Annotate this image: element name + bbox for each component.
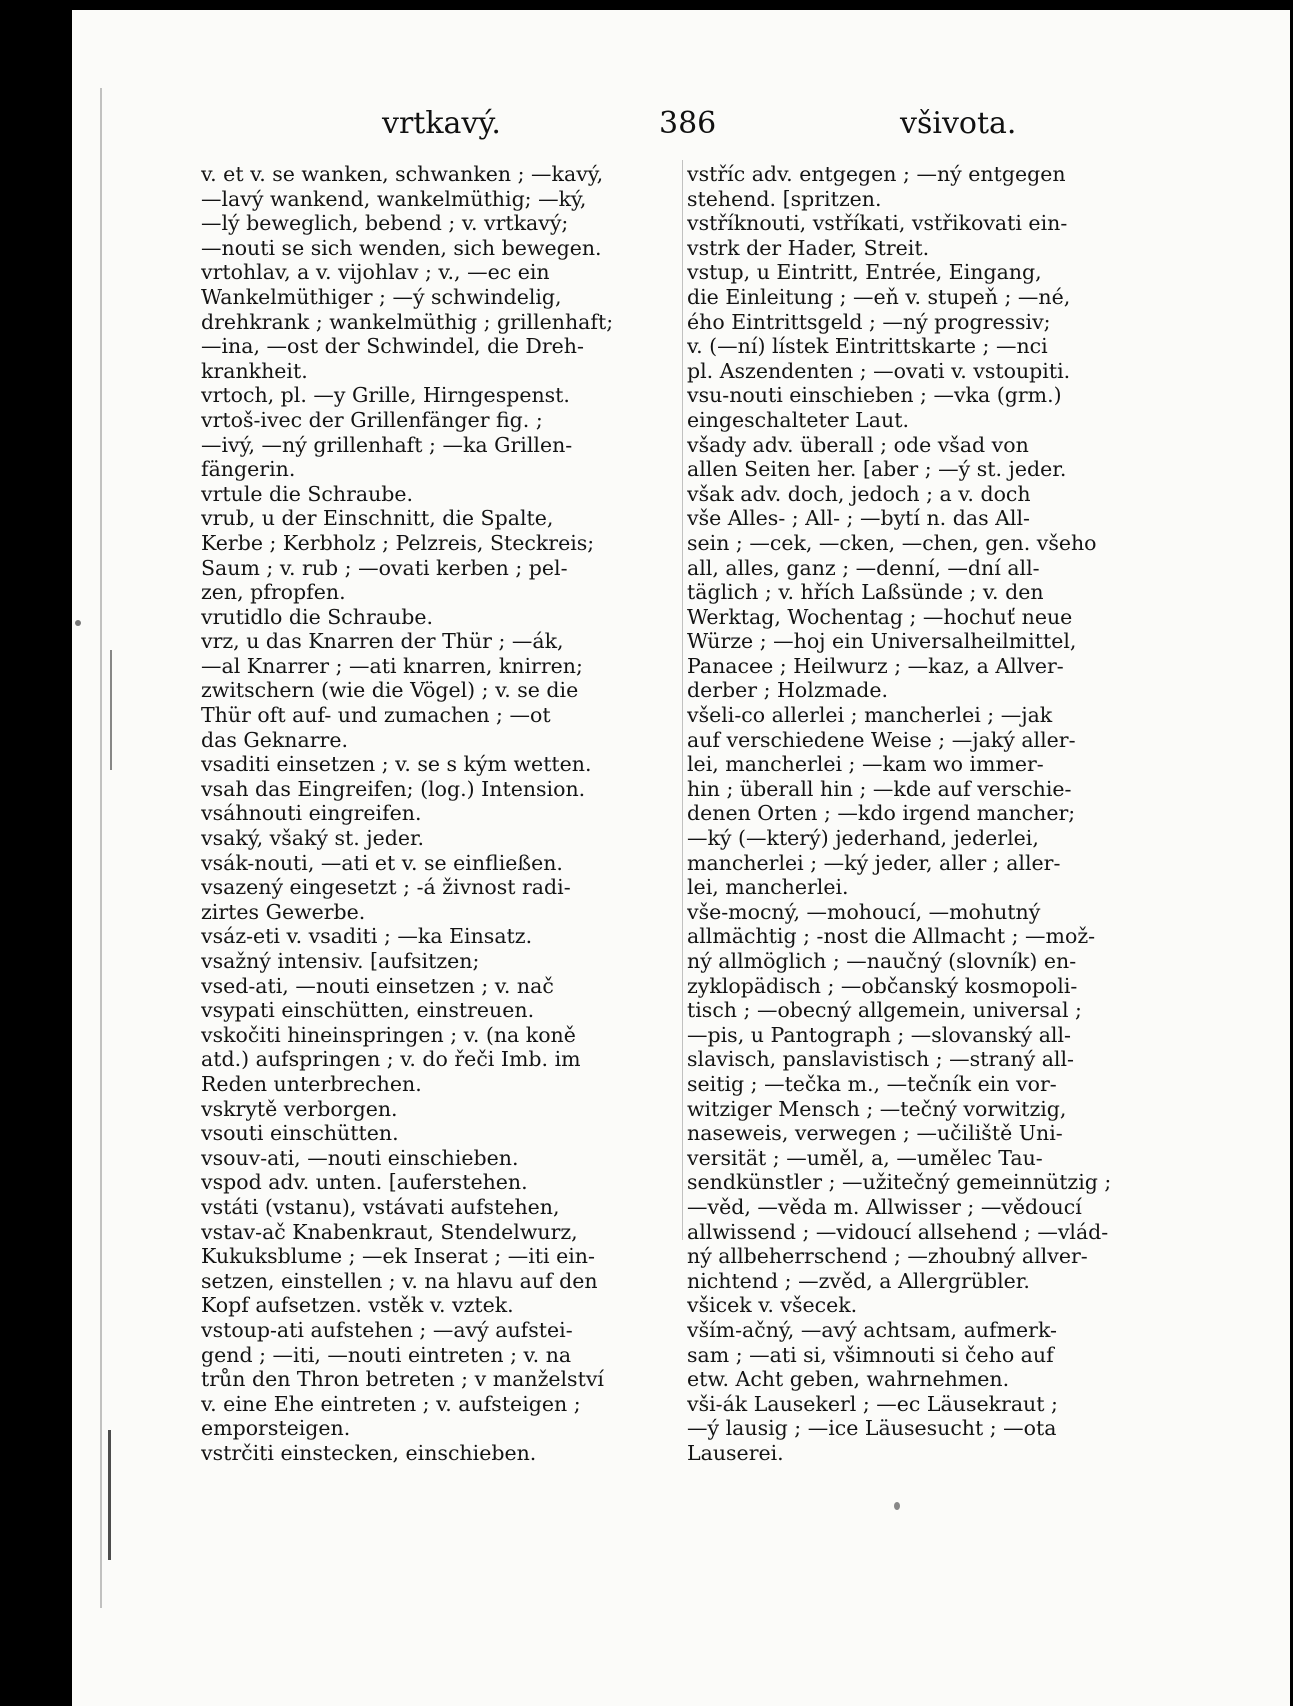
entry-line: vrub, u der Einschnitt, die Spalte,	[201, 506, 554, 531]
entry-line: witziger Mensch ; —tečný vorwitzig,	[687, 1096, 1067, 1121]
entry-line: vše Alles- ; All- ; —bytí n. das All-	[687, 506, 1030, 531]
entry-line: auf verschiedene Weise ; —jaký aller-	[687, 727, 1076, 752]
page-gutter-shadow	[100, 88, 102, 1608]
entry-line: versität ; —uměl, a, —umělec Tau-	[687, 1145, 1043, 1170]
entry-line: vstup, u Eintritt, Entrée, Eingang,	[687, 260, 1042, 285]
entry-line: gend ; —iti, —nouti eintreten ; v. na	[201, 1342, 572, 1367]
entry-line: trůn den Thron betreten ; v manželství	[201, 1367, 604, 1392]
entry-line: Kukuksblume ; —ek Inserat ; —iti ein-	[201, 1244, 595, 1269]
entry-line: —ý lausig ; —ice Läusesucht ; —ota	[687, 1416, 1057, 1441]
entry-line: Saum ; v. rub ; —ovati kerben ; pel-	[201, 555, 568, 580]
entry-line: —nouti se sich wenden, sich bewegen.	[201, 235, 602, 260]
entry-line: všady adv. überall ; ode všad von	[687, 432, 1029, 457]
entry-line: Kerbe ; Kerbholz ; Pelzreis, Steckreis;	[201, 530, 595, 555]
column-divider	[682, 160, 683, 1240]
entry-line: sam ; —ati si, všimnouti si čeho auf	[687, 1342, 1054, 1367]
page-number: 386	[659, 106, 717, 141]
entry-line: fängerin.	[201, 457, 296, 482]
entry-line: zen, pfropfen.	[201, 580, 346, 605]
entry-line: všeli-co allerlei ; mancherlei ; —jak	[687, 703, 1053, 728]
entry-line: die Einleitung ; —eň v. stupeň ; —né,	[687, 284, 1071, 309]
entry-line: vstrk der Hader, Streit.	[687, 235, 930, 260]
entry-line: nichtend ; —zvěd, a Allergrübler.	[687, 1268, 1030, 1293]
entry-line: das Geknarre.	[201, 727, 348, 752]
entry-line: Thür oft auf- und zumachen ; —ot	[201, 703, 551, 728]
entry-line: vrtoš-ivec der Grillenfänger fig. ;	[201, 407, 543, 432]
entry-line: vsaký, všaký st. jeder.	[201, 826, 425, 851]
entry-line: všicek v. všecek.	[687, 1293, 858, 1318]
entry-line: vsu-nouti einschieben ; —vka (grm.)	[687, 383, 1062, 408]
entry-line: emporsteigen.	[201, 1416, 351, 1441]
entry-line: setzen, einstellen ; v. na hlavu auf den	[201, 1268, 598, 1293]
entry-line: vsaditi einsetzen ; v. se s kým wetten.	[201, 752, 592, 777]
entry-line: vším-ačný, —avý achtsam, aufmerk-	[687, 1317, 1057, 1342]
entry-line: denen Orten ; —kdo irgend mancher;	[687, 801, 1076, 826]
entry-line: vsák-nouti, —ati et v. se einfließen.	[201, 850, 563, 875]
running-header	[72, 106, 1290, 156]
entry-line: vrtohlav, a v. vijohlav ; v., —ec ein	[201, 260, 550, 285]
entry-line: sein ; —cek, —cken, —chen, gen. všeho	[687, 530, 1097, 555]
header-left-guideword: vrtkavý.	[382, 106, 501, 141]
entry-line: vsouti einschütten.	[201, 1121, 399, 1146]
entry-line: však adv. doch, jedoch ; a v. doch	[687, 481, 1031, 506]
entry-line: vstříknouti, vstříkati, vstřikovati ein-	[687, 211, 1068, 236]
entry-line: etw. Acht geben, wahrnehmen.	[687, 1367, 1010, 1392]
page-speck	[894, 1502, 900, 1510]
entry-line: allwissend ; —vidoucí allsehend ; —vlád-	[687, 1219, 1109, 1244]
margin-speck	[75, 620, 81, 626]
entry-line: vsah das Eingreifen; (log.) Intension.	[201, 776, 586, 801]
entry-line: Kopf aufsetzen. vstěk v. vztek.	[201, 1293, 514, 1318]
header-right-guideword: všivota.	[900, 106, 1017, 141]
entry-line: vstříc adv. entgegen ; —ný entgegen	[687, 162, 1066, 186]
entry-line: tisch ; —obecný allgemein, universal ;	[687, 998, 1082, 1023]
entry-line: v. et v. se wanken, schwanken ; —kavý,	[201, 162, 604, 186]
entry-line: vsed-ati, —nouti einsetzen ; v. nač	[201, 973, 554, 998]
entry-line: vskrytě verborgen.	[201, 1096, 398, 1121]
entry-line: —lavý wankend, wankelmüthig; —ký,	[201, 186, 587, 211]
entry-line: v. eine Ehe eintreten ; v. aufsteigen ;	[201, 1391, 581, 1416]
entry-line: —ký (—který) jederhand, jederlei,	[687, 826, 1039, 851]
entry-line: hin ; überall hin ; —kde auf verschie-	[687, 776, 1072, 801]
entry-line: Würze ; —hoj ein Universalheilmittel,	[687, 629, 1077, 654]
entry-line: vrtule die Schraube.	[201, 481, 414, 506]
entry-line: vsypati einschütten, einstreuen.	[201, 998, 535, 1023]
entry-line: slavisch, panslavistisch ; —straný all-	[687, 1047, 1074, 1072]
entry-line: —věd, —věda m. Allwisser ; —vědoucí	[687, 1194, 1082, 1219]
entry-line: vskočiti hineinspringen ; v. (na koně	[201, 1022, 576, 1047]
entry-line: lei, mancherlei ; —kam wo immer-	[687, 752, 1044, 777]
entry-line: allen Seiten her. [aber ; —ý st. jeder.	[687, 457, 1067, 482]
entry-line: vrz, u das Knarren der Thür ; —ák,	[201, 629, 564, 654]
entry-line: pl. Aszendenten ; —ovati v. vstoupiti.	[687, 358, 1071, 383]
entry-line: mancherlei ; —ký jeder, aller ; aller-	[687, 850, 1061, 875]
entry-line: vši-ák Lausekerl ; —ec Läusekraut ;	[687, 1391, 1058, 1416]
entry-line: drehkrank ; wankelmüthig ; grillenhaft;	[201, 309, 614, 334]
dictionary-page	[72, 10, 1290, 1706]
entry-line: lei, mancherlei.	[687, 875, 849, 900]
entry-line: täglich ; v. hřích Laßsünde ; v. den	[687, 580, 1044, 605]
entry-line: vstáti (vstanu), vstávati aufstehen,	[201, 1194, 560, 1219]
entry-line: Lauserei.	[687, 1440, 784, 1465]
entry-line: all, alles, ganz ; —denní, —dní all-	[687, 555, 1040, 580]
entry-line: zirtes Gewerbe.	[201, 899, 366, 924]
entry-line: Panacee ; Heilwurz ; —kaz, a Allver-	[687, 653, 1064, 678]
entry-line: Werktag, Wochentag ; —hochuť neue	[687, 604, 1073, 629]
entry-line: vsouv-ati, —nouti einschieben.	[201, 1145, 519, 1170]
page-gutter-mark	[108, 1430, 111, 1560]
entry-line: eingeschalteter Laut.	[687, 407, 909, 432]
entry-line: atd.) aufspringen ; v. do řeči Imb. im	[201, 1047, 581, 1072]
entry-line: Reden unterbrechen.	[201, 1071, 422, 1096]
entry-line: vsazený eingesetzt ; -á živnost radi-	[201, 875, 571, 900]
entry-line: vstoup-ati aufstehen ; —avý aufstei-	[201, 1317, 573, 1342]
entry-line: sendkünstler ; —užitečný gemeinnützig ;	[687, 1170, 1112, 1195]
entry-line: derber ; Holzmade.	[687, 678, 889, 703]
entry-line: seitig ; —tečka m., —tečník ein vor-	[687, 1071, 1057, 1096]
entry-line: ého Eintrittsgeld ; —ný progressiv;	[687, 309, 1051, 334]
entry-line: v. (—ní) lístek Eintrittskarte ; —nci	[687, 334, 1048, 359]
entry-line: vrtoch, pl. —y Grille, Hirngespenst.	[201, 383, 570, 408]
entry-line: Wankelmüthiger ; —ý schwindelig,	[201, 284, 562, 309]
entry-line: vstrčiti einstecken, einschieben.	[201, 1440, 537, 1465]
entry-line: —pis, u Pantograph ; —slovanský all-	[687, 1022, 1071, 1047]
entry-line: zyklopädisch ; —občanský kosmopoli-	[687, 973, 1078, 998]
entry-line: vstav-ač Knabenkraut, Stendelwurz,	[201, 1219, 578, 1244]
entry-line: zwitschern (wie die Vögel) ; v. se die	[201, 678, 579, 703]
entry-line: allmächtig ; -nost die Allmacht ; —mož-	[687, 924, 1096, 949]
entry-line: —ivý, —ný grillenhaft ; —ka Grillen-	[201, 432, 573, 457]
entry-line: vspod adv. unten. [auferstehen.	[201, 1170, 528, 1195]
right-column	[687, 162, 1134, 1465]
left-column	[201, 162, 648, 1465]
entry-line: —al Knarrer ; —ati knarren, knirren;	[201, 653, 583, 678]
entry-line: vsažný intensiv. [aufsitzen;	[201, 949, 480, 973]
entry-line: ný allbeherrschend ; —zhoubný allver-	[687, 1244, 1088, 1269]
entry-line: krankheit.	[201, 358, 308, 383]
entry-line: —lý beweglich, bebend ; v. vrtkavý;	[201, 211, 569, 236]
entry-line: stehend. [spritzen.	[687, 186, 882, 211]
entry-line: vše-mocný, —mohoucí, —mohutný	[687, 899, 1041, 924]
page-gutter-mark	[110, 650, 112, 770]
entry-line: vsáhnouti eingreifen.	[201, 801, 422, 826]
entry-line: vrutidlo die Schraube.	[201, 604, 433, 629]
entry-line: naseweis, verwegen ; —učiliště Uni-	[687, 1121, 1063, 1146]
entry-line: —ina, —ost der Schwindel, die Dreh-	[201, 334, 584, 359]
entry-line: ný allmöglich ; —naučný (slovník) en-	[687, 949, 1077, 973]
entry-line: vsáz-eti v. vsaditi ; —ka Einsatz.	[201, 924, 533, 949]
